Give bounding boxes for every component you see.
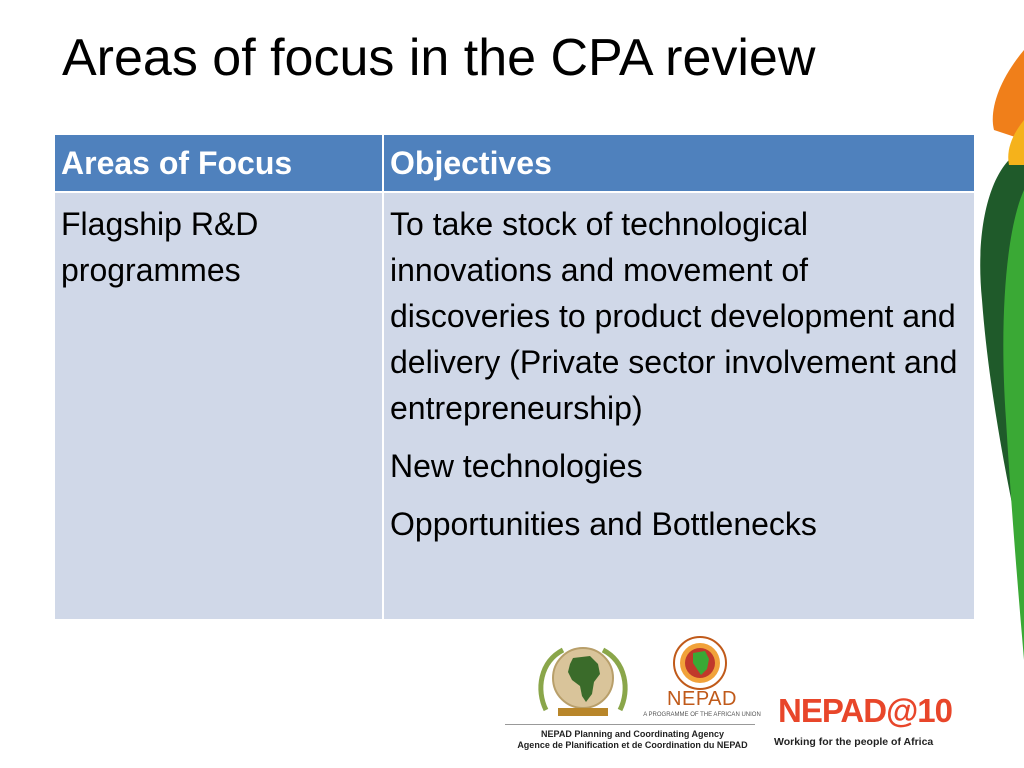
agency-name-fr: Agence de Planification et de Coordination du NEPAD — [517, 740, 748, 750]
header-areas-of-focus: Areas of Focus — [54, 134, 383, 192]
area-cell: Flagship R&D programmes — [54, 192, 383, 620]
objective-item: Opportunities and Bottlenecks — [390, 506, 817, 542]
nepad10-tagline: Working for the people of Africa — [774, 736, 934, 748]
slide-title: Areas of focus in the CPA review — [62, 29, 816, 87]
table-row — [54, 192, 975, 620]
table-header-row — [54, 134, 975, 192]
objectives-cell — [383, 192, 975, 620]
agency-name-en: NEPAD Planning and Coordinating Agency — [540, 729, 724, 739]
header-objectives: Objectives — [383, 134, 975, 192]
nepad-logo-text: NEPAD — [667, 688, 737, 710]
nepad-logo-subtext: A PROGRAMME OF THE AFRICAN UNION — [643, 712, 761, 718]
objective-item: To take stock of technological innovations and movement of discoveries to product development and delivery (Private sector involvement and entrepreneurship) — [390, 206, 958, 426]
nepad10-logo-text: NEPAD@10 — [778, 692, 952, 729]
footer-divider — [505, 724, 755, 725]
objective-item: New technologies — [390, 448, 643, 484]
african-union-emblem-icon — [528, 640, 638, 720]
focus-table — [53, 133, 976, 621]
